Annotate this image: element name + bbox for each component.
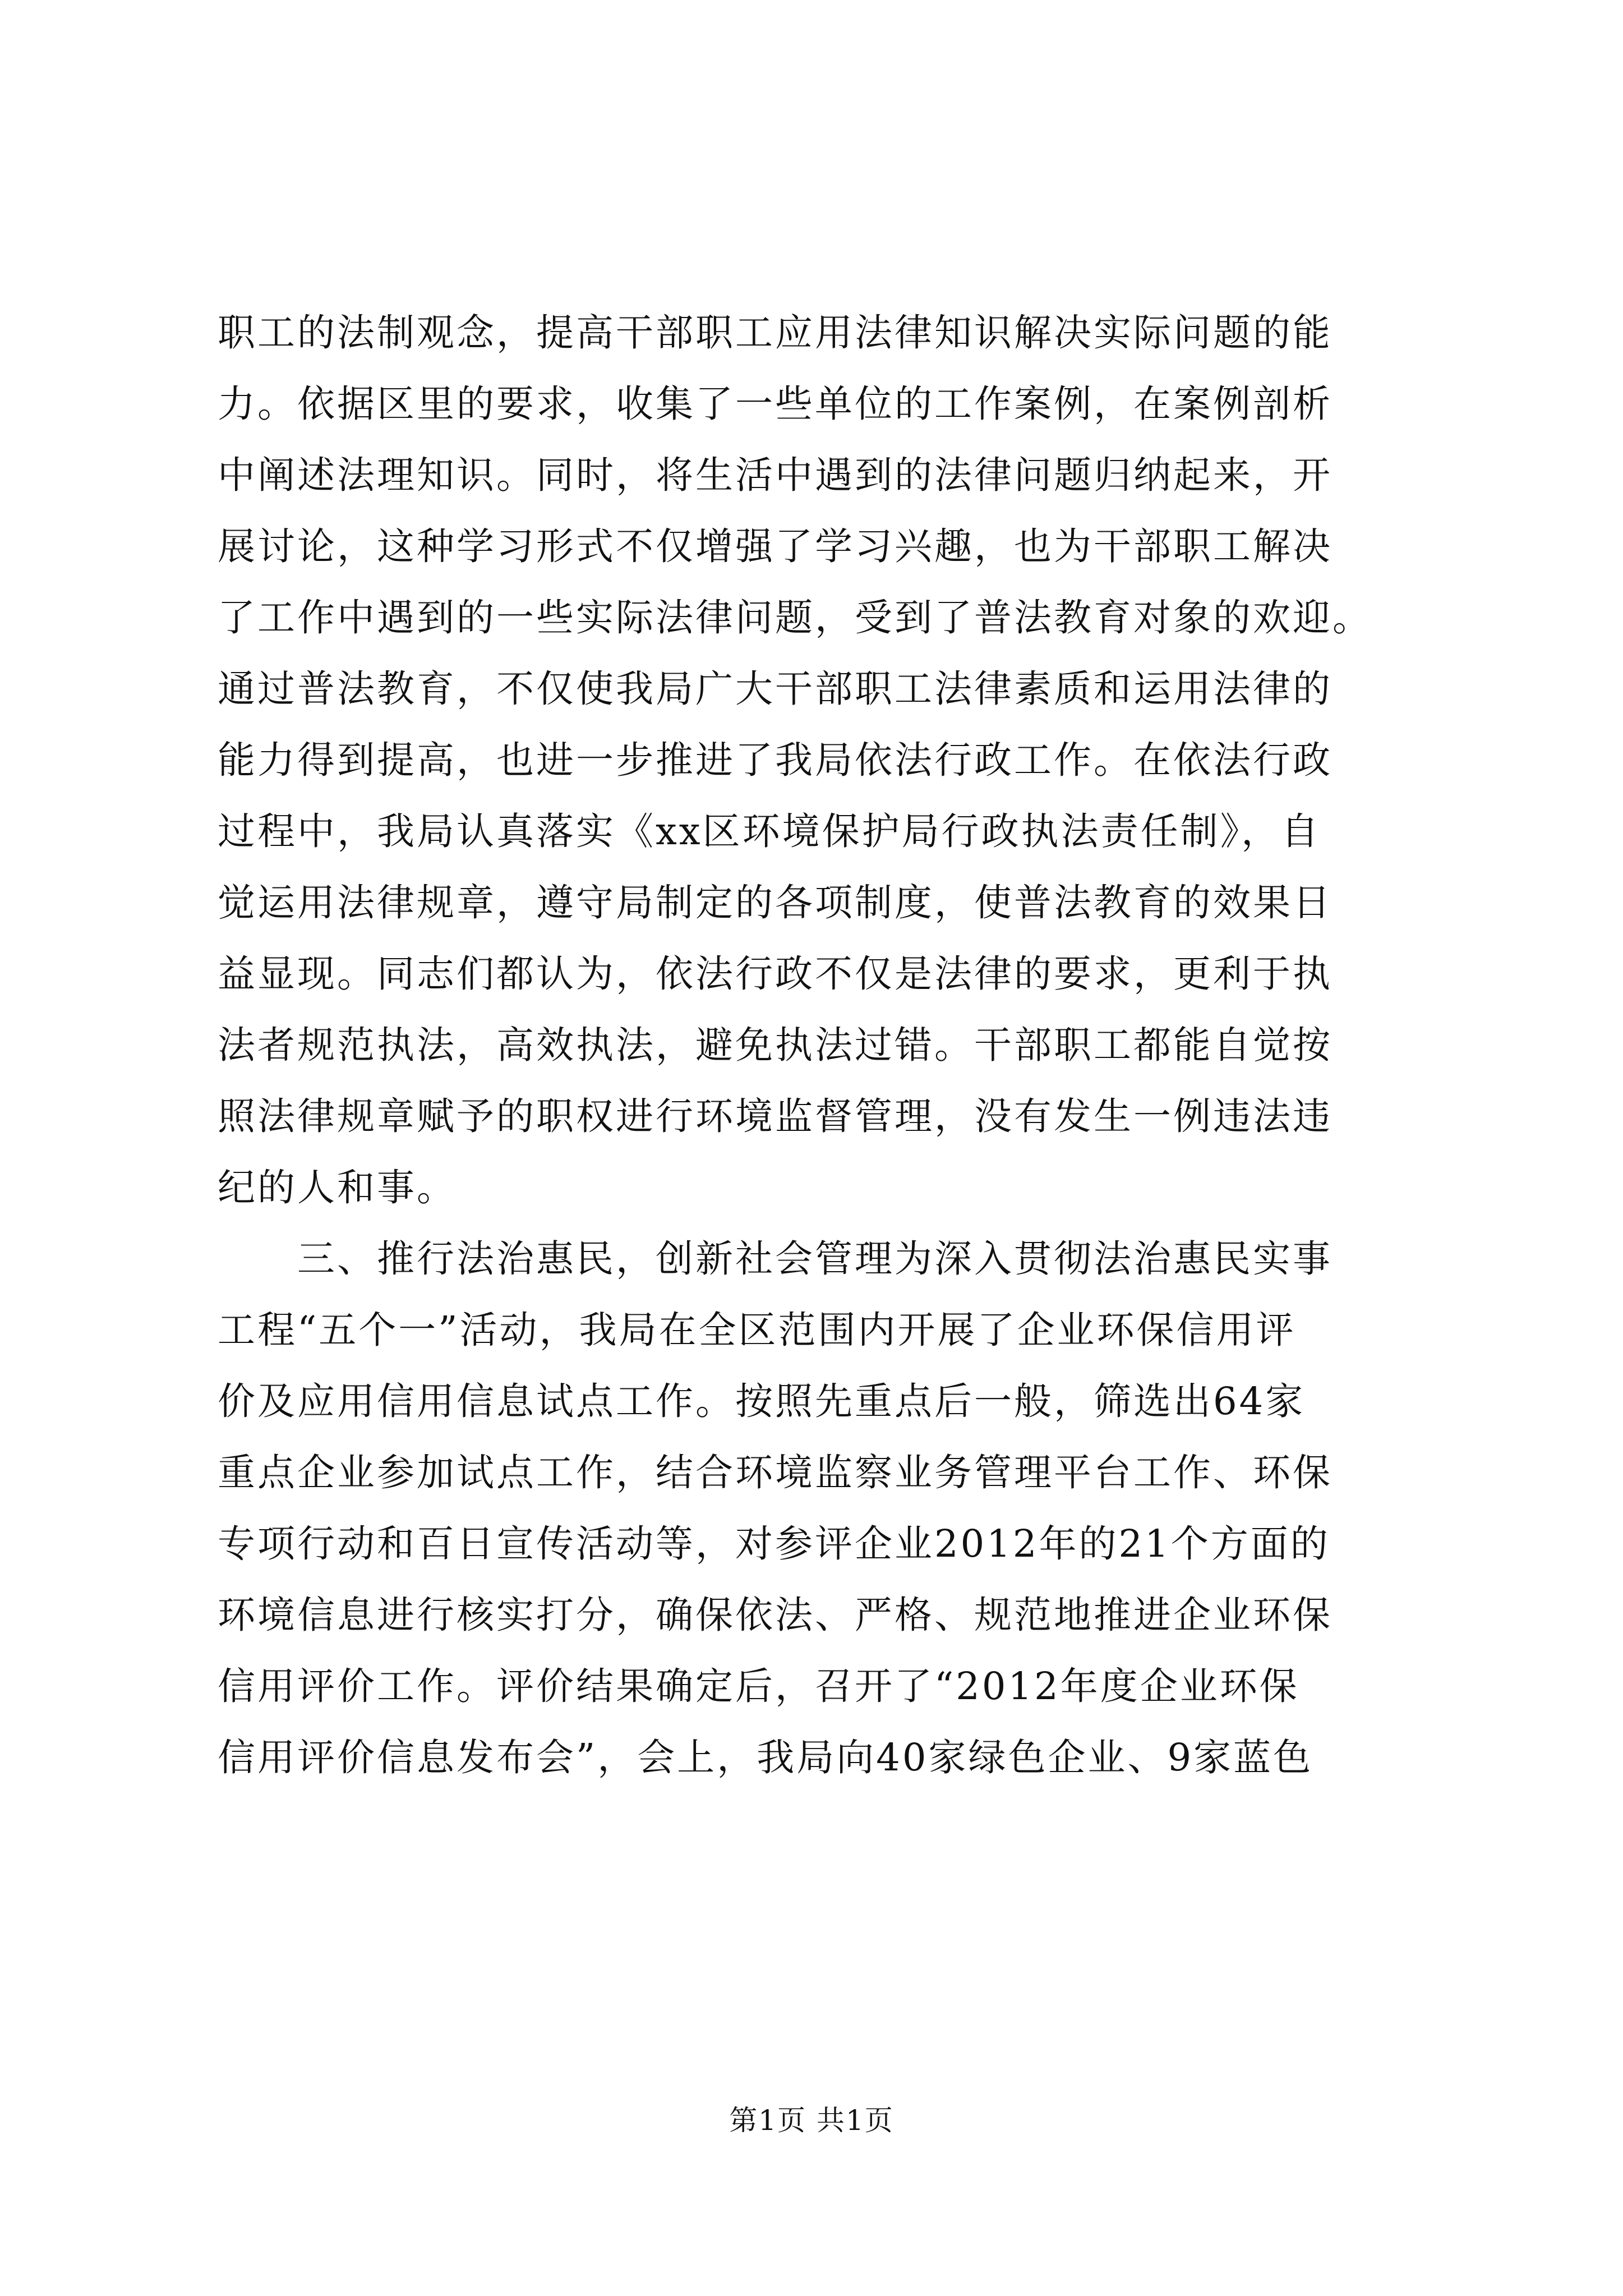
text-line: 觉运用法律规章，遵守局制定的各项制度，使普法教育的效果日 (218, 881, 1332, 924)
text-line: 专项行动和百日宣传活动等，对参评企业2012年的21个方面的 (218, 1522, 1330, 1566)
section-heading-line: 三、推行法治惠民，创新社会管理为深入贯彻法治惠民实事 (218, 1237, 1332, 1281)
text-line: 展讨论，这种学习形式不仅增强了学习兴趣，也为干部职工解决 (218, 524, 1332, 568)
text-line: 益显现。同志们都认为，依法行政不仅是法律的要求，更利于执 (218, 952, 1332, 996)
body-text (218, 297, 1412, 1793)
page-number-footer: 第1页 共1页 (729, 2104, 894, 2137)
text-line: 纪的人和事。 (218, 1166, 457, 1209)
text-line: 了工作中遇到的一些实际法律问题，受到了普法教育对象的欢迎。 (218, 596, 1372, 639)
text-line: 过程中，我局认真落实《xx区环境保护局行政执法责任制》，自 (218, 809, 1321, 853)
text-line: 环境信息进行核实打分，确保依法、严格、规范地推进企业环保 (218, 1593, 1332, 1637)
text-line: 中阐述法理知识。同时，将生活中遇到的法律问题归纳起来，开 (218, 453, 1332, 497)
text-line: 信用评价工作。评价结果确定后，召开了“2012年度企业环保 (218, 1664, 1299, 1708)
text-line: 照法律规章赋予的职权进行环境监督管理，没有发生一例违法违 (218, 1094, 1332, 1138)
text-line: 能力得到提高，也进一步推进了我局依法行政工作。在依法行政 (218, 738, 1332, 782)
text-line: 工程“五个一”活动，我局在全区范围内开展了企业环保信用评 (218, 1308, 1296, 1352)
text-line: 信用评价信息发布会”，会上，我局向40家绿色企业、9家蓝色 (218, 1736, 1313, 1779)
text-line: 价及应用信用信息试点工作。按照先重点后一般，筛选出64家 (218, 1379, 1306, 1423)
text-line: 重点企业参加试点工作，结合环境监察业务管理平台工作、环保 (218, 1451, 1332, 1494)
text-line: 通过普法教育，不仅使我局广大干部职工法律素质和运用法律的 (218, 667, 1332, 711)
text-line: 法者规范执法，高效执法，避免执法过错。干部职工都能自觉按 (218, 1023, 1332, 1067)
text-line: 力。依据区里的要求，收集了一些单位的工作案例，在案例剖析 (218, 382, 1332, 426)
text-line: 职工的法制观念，提高干部职工应用法律知识解决实际问题的能 (218, 311, 1332, 355)
